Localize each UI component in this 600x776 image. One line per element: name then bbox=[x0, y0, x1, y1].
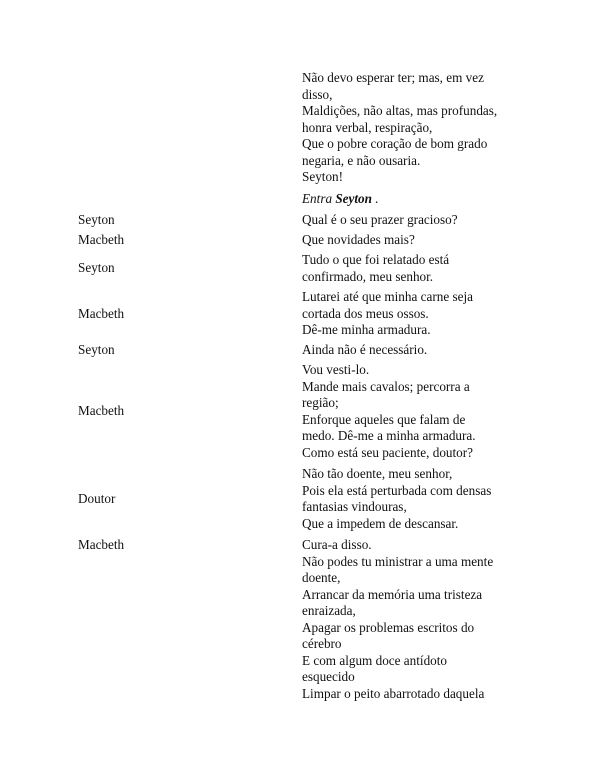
dialogue-row bbox=[0, 252, 532, 285]
stage-suffix: . bbox=[375, 191, 379, 206]
speech-line: Ainda não é necessário. bbox=[302, 342, 428, 357]
dialogue-row bbox=[0, 466, 532, 532]
speech-line: Maldições, não altas, mas profundas, bbox=[302, 103, 498, 118]
speech-line: fantasias vindouras, bbox=[302, 499, 407, 514]
speech-line: Arrancar da memória uma tristeza bbox=[302, 586, 483, 602]
speech-line: Não podes tu ministrar a uma mente bbox=[302, 553, 494, 569]
speech-line: Não tão doente, meu senhor, bbox=[302, 466, 453, 481]
dialogue-row bbox=[0, 362, 532, 461]
speech-text bbox=[302, 537, 532, 702]
stage-direction-row bbox=[0, 191, 532, 208]
speaker-name: Macbeth bbox=[78, 403, 125, 419]
speech-line: Cura-a disso. bbox=[302, 537, 372, 552]
speech-line: esquecido bbox=[302, 669, 355, 684]
speech-line: doente, bbox=[302, 570, 341, 585]
speech-line: Lutarei até que minha carne seja bbox=[302, 289, 473, 304]
speech-text bbox=[302, 362, 532, 461]
speech-line: Que novidades mais? bbox=[302, 232, 415, 247]
speaker-name: Seyton bbox=[78, 260, 115, 276]
speech-line: Dê-me minha armadura. bbox=[302, 322, 431, 337]
speaker-name: Macbeth bbox=[78, 305, 125, 321]
speech-text bbox=[302, 252, 532, 285]
dialogue-row bbox=[0, 212, 532, 229]
speech-line: negaria, e não ousaria. bbox=[302, 152, 421, 168]
dialogue-row bbox=[0, 232, 532, 249]
stage-direction bbox=[302, 191, 532, 208]
speech-line: Limpar o peito abarrotado daquela bbox=[302, 685, 485, 701]
speech-line: Seyton! bbox=[302, 169, 344, 184]
dialogue-row bbox=[0, 70, 532, 186]
speech-line: Pois ela está perturbada com densas bbox=[302, 482, 492, 498]
speaker-name: Doutor bbox=[78, 490, 116, 506]
speech-text bbox=[302, 232, 532, 249]
speech-line: região; bbox=[302, 395, 339, 410]
speech-text bbox=[302, 70, 532, 186]
speech-line: Que o pobre coração de bom grado bbox=[302, 136, 488, 151]
dialogue-row bbox=[0, 342, 532, 359]
speech-line: confirmado, meu senhor. bbox=[302, 268, 434, 284]
speech-line: Não devo esperar ter; mas, em vez bbox=[302, 70, 484, 85]
speech-line: Como está seu paciente, doutor? bbox=[302, 444, 474, 460]
stage-character-name: Seyton bbox=[335, 191, 372, 206]
speech-line: E com algum doce antídoto bbox=[302, 652, 448, 668]
speech-line: Que a impedem de descansar. bbox=[302, 515, 459, 531]
speech-text bbox=[302, 342, 532, 359]
speech-line: Qual é o seu prazer gracioso? bbox=[302, 212, 458, 227]
speech-line: Vou vesti-lo. bbox=[302, 362, 370, 377]
stage-prefix: Entra bbox=[302, 191, 333, 206]
speech-line: cortada dos meus ossos. bbox=[302, 305, 429, 321]
dialogue-row bbox=[0, 289, 532, 339]
speech-text bbox=[302, 289, 532, 339]
speech-line: Mande mais cavalos; percorra a bbox=[302, 378, 470, 394]
speech-line: Enforque aqueles que falam de bbox=[302, 411, 466, 427]
speaker-name: Seyton bbox=[78, 212, 115, 227]
dialogue-row bbox=[0, 537, 532, 702]
speech-line: Tudo o que foi relatado está bbox=[302, 252, 450, 267]
speech-line: honra verbal, respiração, bbox=[302, 119, 433, 135]
speaker-name: Seyton bbox=[78, 342, 115, 357]
speech-text bbox=[302, 212, 532, 229]
speech-line: enraizada, bbox=[302, 603, 356, 618]
speech-text bbox=[302, 466, 532, 532]
speaker-name: Macbeth bbox=[78, 537, 125, 552]
speaker-name: Macbeth bbox=[78, 232, 125, 247]
speech-line: cérebro bbox=[302, 636, 342, 651]
speech-line: Apagar os problemas escritos do bbox=[302, 619, 475, 635]
speech-line: disso, bbox=[302, 86, 333, 102]
speech-line: medo. Dê-me a minha armadura. bbox=[302, 428, 476, 443]
